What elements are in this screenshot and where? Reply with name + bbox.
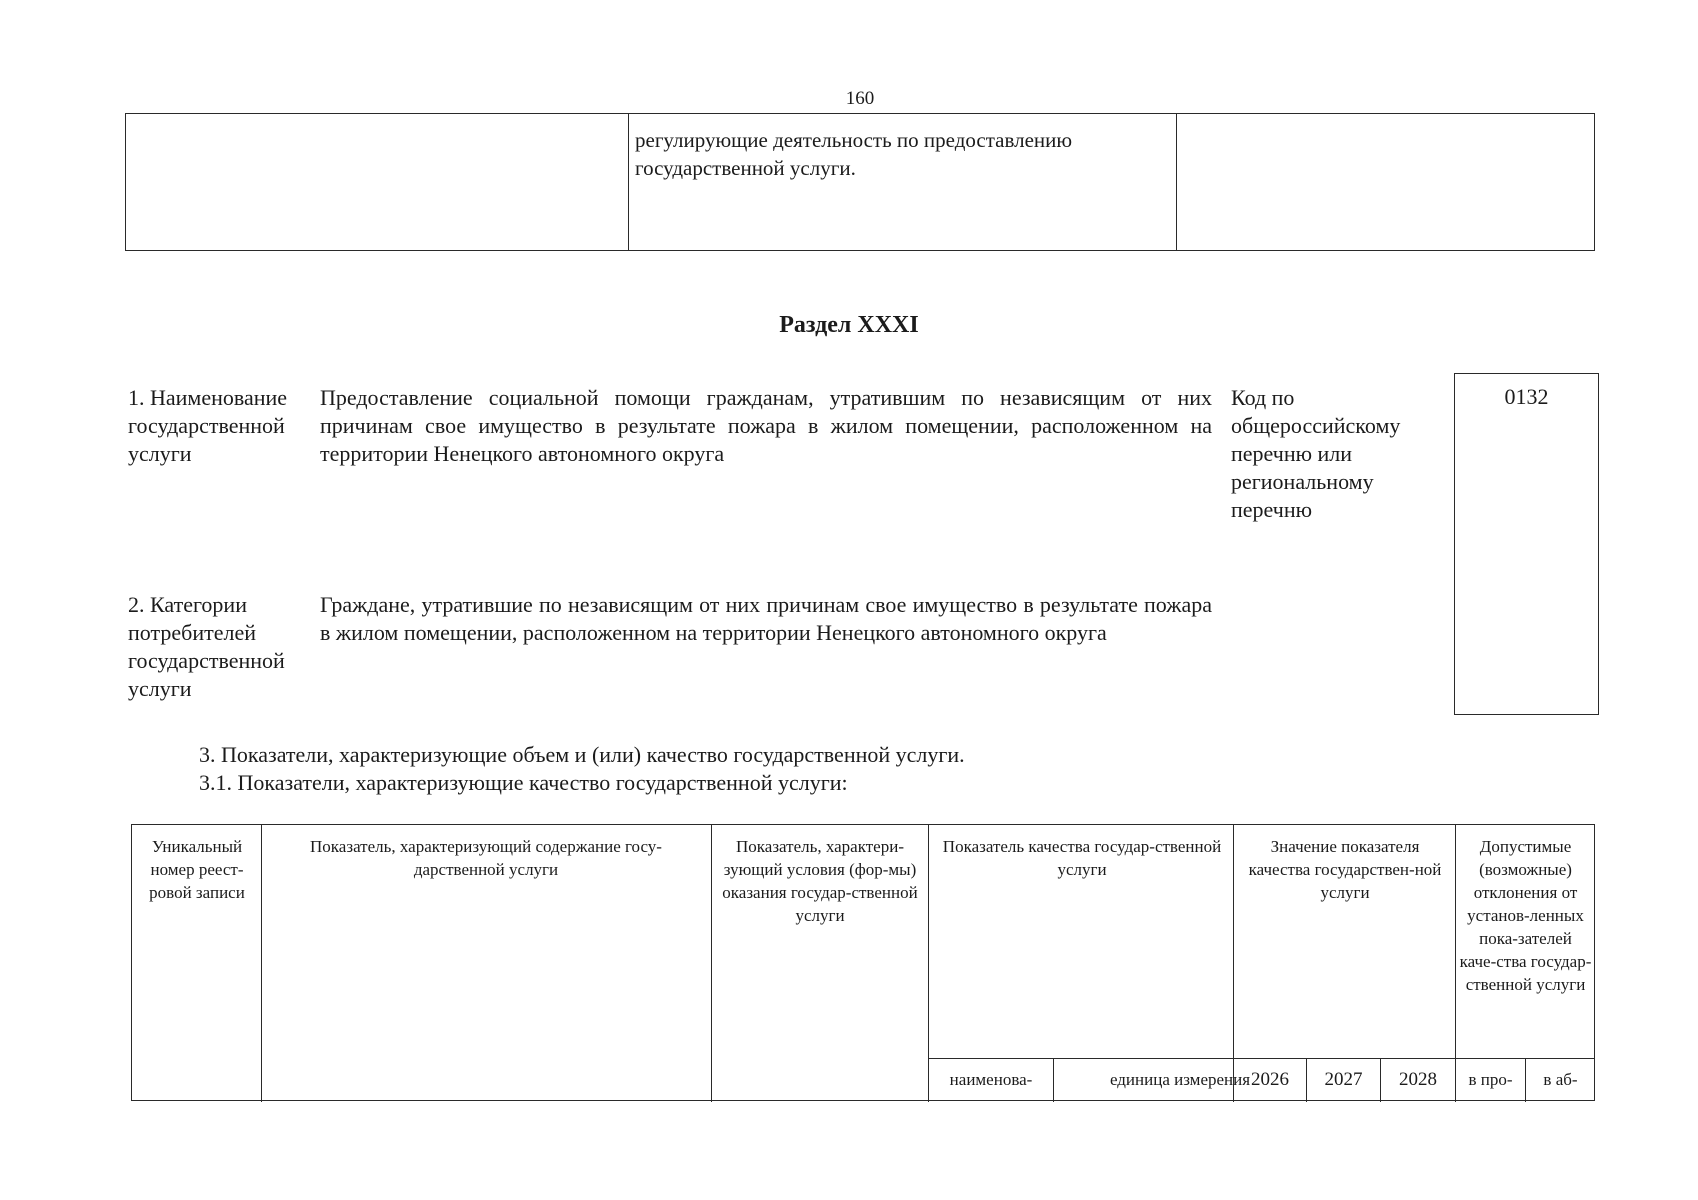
- item1-label: 1. Наименование государственной услуги: [128, 385, 288, 466]
- table-divider: [1380, 1058, 1381, 1102]
- section-title: Раздел XXXI: [779, 312, 919, 338]
- subheader-percent: в про-: [1468, 1070, 1513, 1089]
- table-divider: [1525, 1058, 1526, 1102]
- item2-text: Граждане, утратившие по независящим от них причинам свое имущество в результате пожара в жилом помещении, расположенном на территории Ненецкого автономного округа: [320, 592, 1212, 645]
- header-service-content: Показатель, характеризующий содержание госу-дарственной услуги: [310, 837, 662, 879]
- table-divider: [261, 825, 262, 1102]
- table-divider: [1053, 1058, 1054, 1102]
- subheader-name: наименова-: [949, 1070, 1033, 1089]
- header-allowed-deviations: Допустимые (возможные) отклонения от установ-ленных пока-зателей каче-ства государ-ственной услуги: [1459, 837, 1592, 994]
- subheader-year-2027: 2027: [1324, 1069, 1363, 1090]
- indicators-heading: 3. Показатели, характеризующие объем и (или) качество государственной услуги.: [199, 742, 965, 767]
- item2-label: 2. Категории потребителей государственной услуги: [128, 592, 285, 701]
- code-label: Код по общероссийскому перечню или региональному перечню: [1231, 385, 1401, 522]
- continuation-cell-empty: [126, 114, 629, 250]
- header-registry-number: Уникальный номер реест-ровой записи: [149, 837, 245, 902]
- header-service-conditions: Показатель, характери-зующий условия (фор-мы) оказания государ-ственной услуги: [722, 837, 918, 925]
- page-number: 160: [845, 88, 875, 109]
- indicators-subheading: 3.1. Показатели, характеризующие качество государственной услуги:: [199, 770, 848, 795]
- code-box: [1454, 373, 1599, 715]
- table-divider: [928, 825, 929, 1102]
- subheader-year-2028: 2028: [1399, 1069, 1437, 1090]
- code-value: 0132: [1504, 384, 1549, 409]
- subheader-absolute: в аб-: [1543, 1070, 1578, 1089]
- subheader-year-2026: 2026: [1251, 1069, 1289, 1090]
- item1-text: Предоставление социальной помощи гражданам, утратившим по независящим от них причинам свое имущество в результате пожара в жилом помещении, расположенном на территории Ненецкого автономного округа: [320, 385, 1212, 466]
- quality-indicators-table: [131, 824, 1595, 1101]
- table-divider: [1306, 1058, 1307, 1102]
- continuation-cell-text: регулирующие деятельность по предоставлению государственной услуги.: [629, 114, 1177, 250]
- header-indicator-values: Значение показателя качества государствен-ной услуги: [1248, 837, 1442, 902]
- header-quality-indicator: Показатель качества государ-ственной услуги: [942, 837, 1222, 879]
- subheader-unit: единица измерения: [1109, 1070, 1251, 1089]
- table-divider: [1455, 825, 1456, 1102]
- table-divider: [711, 825, 712, 1102]
- continuation-table: [125, 113, 1595, 251]
